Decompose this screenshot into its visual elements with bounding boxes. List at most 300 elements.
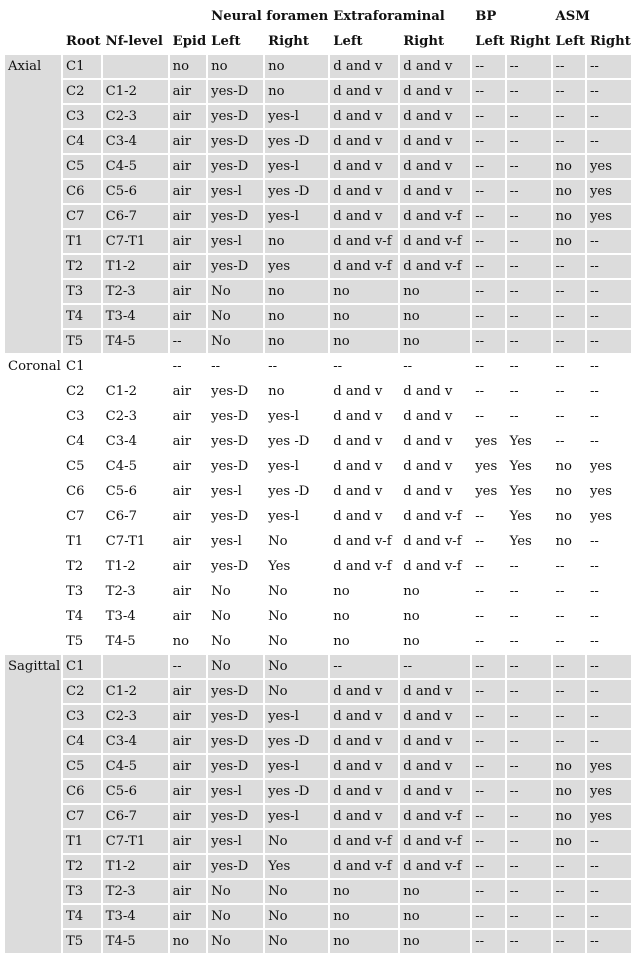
table-cell: -- (553, 305, 585, 328)
table-cell: No (265, 580, 328, 603)
table-cell: C7-T1 (103, 230, 168, 253)
table-cell: yes (587, 180, 631, 203)
table-cell: d and v (400, 455, 470, 478)
table-cell: no (400, 305, 470, 328)
table-cell: -- (472, 930, 504, 953)
table-cell: no (265, 305, 328, 328)
column-header: Left (553, 30, 585, 53)
table-cell: Yes (507, 480, 551, 503)
table-row (5, 280, 631, 303)
column-header: Nf-level (103, 30, 168, 53)
table-cell: -- (170, 655, 207, 678)
table-row (5, 680, 631, 703)
table-cell: C3-4 (103, 730, 168, 753)
table-cell: -- (472, 280, 504, 303)
table-cell: -- (472, 230, 504, 253)
column-header: Right (507, 30, 551, 53)
table-cell: no (265, 55, 328, 78)
table-cell: yes (265, 255, 328, 278)
table-cell: -- (587, 730, 631, 753)
table-cell: no (330, 580, 398, 603)
table-cell: yes-l (265, 505, 328, 528)
table-cell: yes (472, 455, 504, 478)
table-cell: -- (507, 280, 551, 303)
table-cell: no (400, 630, 470, 653)
table-cell: no (400, 330, 470, 353)
table-cell: air (170, 555, 207, 578)
table-cell: -- (587, 530, 631, 553)
table-cell: d and v (330, 80, 398, 103)
table-row (5, 380, 631, 403)
table-cell: -- (330, 655, 398, 678)
table-row (5, 855, 631, 878)
table-cell: no (553, 180, 585, 203)
asm-header: ASM (553, 5, 631, 28)
table-cell: -- (507, 855, 551, 878)
table-cell: yes -D (265, 730, 328, 753)
table-cell: -- (553, 430, 585, 453)
table-row (5, 180, 631, 203)
column-header: Left (208, 30, 263, 53)
table-cell: No (265, 605, 328, 628)
plane-label: Coronal (5, 355, 61, 653)
table-cell: T1-2 (103, 855, 168, 878)
table-cell: No (265, 880, 328, 903)
table-cell: yes-D (208, 455, 263, 478)
table-cell: no (170, 630, 207, 653)
table-cell: T1-2 (103, 255, 168, 278)
table-cell: no (330, 905, 398, 928)
column-header: Epid (170, 30, 207, 53)
table-cell: yes-l (208, 530, 263, 553)
table-cell: C4-5 (103, 755, 168, 778)
table-cell: -- (553, 255, 585, 278)
table-cell: -- (507, 330, 551, 353)
table-cell: -- (553, 80, 585, 103)
table-cell: -- (472, 555, 504, 578)
table-cell (103, 655, 168, 678)
table-cell: air (170, 405, 207, 428)
table-cell: C6-7 (103, 505, 168, 528)
table-cell: -- (472, 805, 504, 828)
table-cell: No (208, 930, 263, 953)
table-cell: yes-l (265, 155, 328, 178)
table-cell: -- (170, 355, 207, 378)
table-cell: C3 (63, 705, 101, 728)
table-row (5, 155, 631, 178)
table-cell: -- (553, 380, 585, 403)
table-row (5, 930, 631, 953)
table-cell: T2 (63, 255, 101, 278)
table-cell: d and v (400, 755, 470, 778)
table-row (5, 55, 631, 78)
table-cell: -- (553, 330, 585, 353)
table-cell: d and v-f (400, 505, 470, 528)
table-cell: d and v (330, 755, 398, 778)
table-header (5, 5, 631, 53)
table-cell: -- (553, 55, 585, 78)
table-cell: d and v-f (400, 205, 470, 228)
table-row (5, 505, 631, 528)
table-cell: -- (472, 380, 504, 403)
header-blank (170, 5, 207, 28)
table-cell: d and v-f (400, 830, 470, 853)
table-cell: C3-4 (103, 130, 168, 153)
table-cell: yes-D (208, 380, 263, 403)
table-cell: yes -D (265, 130, 328, 153)
column-header: Left (330, 30, 398, 53)
table-row (5, 230, 631, 253)
table-cell: T2-3 (103, 280, 168, 303)
table-cell: -- (553, 730, 585, 753)
table-cell: -- (472, 780, 504, 803)
table-cell: -- (472, 180, 504, 203)
table-row (5, 605, 631, 628)
table-row (5, 755, 631, 778)
table-cell: -- (587, 830, 631, 853)
table-cell: C2 (63, 380, 101, 403)
table-cell: No (265, 680, 328, 703)
table-cell: yes -D (265, 430, 328, 453)
table-cell: T5 (63, 330, 101, 353)
table-cell: -- (472, 255, 504, 278)
table-cell: d and v-f (400, 555, 470, 578)
table-cell: C5 (63, 755, 101, 778)
table-cell: -- (507, 805, 551, 828)
table-cell: yes-D (208, 155, 263, 178)
table-cell (103, 355, 168, 378)
table-cell: no (265, 80, 328, 103)
table-cell: d and v (330, 430, 398, 453)
table-cell: C1 (63, 355, 101, 378)
table-cell: yes-D (208, 555, 263, 578)
table-row (5, 255, 631, 278)
table-cell: -- (472, 530, 504, 553)
table-cell: No (208, 330, 263, 353)
table-cell: -- (587, 855, 631, 878)
table-cell: d and v (330, 105, 398, 128)
table-cell: -- (587, 555, 631, 578)
table-cell: No (208, 280, 263, 303)
table-row (5, 430, 631, 453)
table-cell: -- (507, 105, 551, 128)
table-cell: -- (472, 55, 504, 78)
table-cell: C2 (63, 80, 101, 103)
table-cell: yes -D (265, 180, 328, 203)
table-cell: C5-6 (103, 480, 168, 503)
table-cell: yes-l (265, 105, 328, 128)
table-cell: air (170, 280, 207, 303)
table-cell: T3 (63, 880, 101, 903)
table-cell: -- (472, 205, 504, 228)
header-blank (5, 5, 61, 28)
table-cell: air (170, 305, 207, 328)
table-cell: -- (553, 355, 585, 378)
table-cell: C2 (63, 680, 101, 703)
table-row (5, 80, 631, 103)
table-cell: air (170, 780, 207, 803)
table-cell: -- (507, 780, 551, 803)
table-cell: C1 (63, 655, 101, 678)
table-cell: no (330, 605, 398, 628)
table-body (5, 55, 631, 953)
table-cell: d and v (330, 455, 398, 478)
table-cell: -- (587, 630, 631, 653)
table-cell: Yes (265, 555, 328, 578)
table-cell: C2-3 (103, 705, 168, 728)
table-cell: -- (587, 655, 631, 678)
table-cell: T2 (63, 855, 101, 878)
table-cell: yes -D (265, 780, 328, 803)
plane-label: Axial (5, 55, 61, 353)
table-cell: yes-D (208, 130, 263, 153)
table-cell: d and v-f (330, 530, 398, 553)
table-cell: no (330, 630, 398, 653)
table-cell: -- (472, 755, 504, 778)
table-cell: yes-D (208, 80, 263, 103)
table-cell: C6 (63, 780, 101, 803)
table-cell: d and v (330, 680, 398, 703)
extraforaminal-header: Extraforaminal (330, 5, 470, 28)
table-row (5, 305, 631, 328)
table-cell: air (170, 380, 207, 403)
table-cell: -- (507, 630, 551, 653)
table-cell: air (170, 230, 207, 253)
table-cell: d and v (400, 480, 470, 503)
table-cell: yes (587, 805, 631, 828)
table-cell: no (330, 280, 398, 303)
table-cell: d and v (330, 55, 398, 78)
table-cell: no (170, 930, 207, 953)
table-cell: yes (587, 755, 631, 778)
table-cell: no (265, 280, 328, 303)
table-cell: no (265, 230, 328, 253)
table-cell: yes-D (208, 405, 263, 428)
neural-foramen-header: Neural foramen (208, 5, 328, 28)
table-cell: d and v (330, 380, 398, 403)
table-cell: C1 (63, 55, 101, 78)
table-row (5, 480, 631, 503)
table-cell: yes-D (208, 255, 263, 278)
table-cell: T4-5 (103, 930, 168, 953)
table-cell: -- (507, 155, 551, 178)
table-cell: -- (507, 180, 551, 203)
table-cell: -- (507, 930, 551, 953)
table-cell: C6 (63, 180, 101, 203)
table-cell: -- (507, 305, 551, 328)
table-cell: T4 (63, 905, 101, 928)
table-cell: -- (472, 655, 504, 678)
table-cell: yes-D (208, 205, 263, 228)
table-cell: yes (587, 455, 631, 478)
table-cell: -- (472, 155, 504, 178)
table-cell: yes-l (265, 405, 328, 428)
table-cell: C4 (63, 430, 101, 453)
table-cell: no (400, 930, 470, 953)
table-cell: no (170, 55, 207, 78)
column-header-row (5, 30, 631, 53)
table-cell: air (170, 830, 207, 853)
table-cell: yes-l (265, 455, 328, 478)
table-cell: no (553, 230, 585, 253)
table-cell: -- (587, 55, 631, 78)
table-cell: yes (587, 205, 631, 228)
table-cell: No (265, 655, 328, 678)
table-cell: -- (587, 405, 631, 428)
table-cell: air (170, 180, 207, 203)
table-cell: yes-l (208, 780, 263, 803)
table-cell: yes-D (208, 855, 263, 878)
table-cell: no (330, 880, 398, 903)
table-cell: -- (472, 305, 504, 328)
table-cell: C5 (63, 155, 101, 178)
table-cell: air (170, 805, 207, 828)
table-cell: d and v-f (400, 855, 470, 878)
table-cell: air (170, 530, 207, 553)
table-cell: -- (472, 680, 504, 703)
table-cell: -- (553, 905, 585, 928)
table-cell: -- (587, 130, 631, 153)
table-cell: -- (553, 705, 585, 728)
table-cell: d and v-f (330, 830, 398, 853)
table-row (5, 905, 631, 928)
table-cell: d and v (400, 105, 470, 128)
table-cell: -- (265, 355, 328, 378)
header-blank (63, 5, 101, 28)
table-row (5, 105, 631, 128)
table-cell: -- (472, 880, 504, 903)
table-cell: yes (472, 480, 504, 503)
table-cell: d and v (400, 705, 470, 728)
table-cell: C2-3 (103, 405, 168, 428)
table-row (5, 530, 631, 553)
table-cell: yes-D (208, 730, 263, 753)
column-header: Right (265, 30, 328, 53)
table-row (5, 880, 631, 903)
table-cell: -- (507, 555, 551, 578)
table-row (5, 655, 631, 678)
table-cell: air (170, 80, 207, 103)
table-cell: T1 (63, 830, 101, 853)
table-cell: No (208, 605, 263, 628)
table-row (5, 330, 631, 353)
table-cell: Yes (265, 855, 328, 878)
table-cell (103, 55, 168, 78)
table-cell: -- (507, 730, 551, 753)
table-cell: C6-7 (103, 205, 168, 228)
table-cell: -- (507, 355, 551, 378)
table-cell: no (553, 480, 585, 503)
table-cell: -- (472, 80, 504, 103)
table-cell: -- (170, 330, 207, 353)
table-cell: air (170, 480, 207, 503)
nerve-table (3, 3, 633, 955)
column-header: Right (587, 30, 631, 53)
table-cell: -- (507, 80, 551, 103)
table-cell: -- (507, 680, 551, 703)
table-row (5, 805, 631, 828)
table-cell: -- (587, 355, 631, 378)
table-cell: -- (472, 730, 504, 753)
table-cell: -- (587, 905, 631, 928)
table-cell: yes-D (208, 680, 263, 703)
table-cell: yes (587, 155, 631, 178)
table-cell: C5 (63, 455, 101, 478)
table-cell: yes (587, 505, 631, 528)
table-row (5, 780, 631, 803)
table-cell: No (208, 655, 263, 678)
table-cell: -- (507, 705, 551, 728)
column-header: Root (63, 30, 101, 53)
table-cell: -- (553, 630, 585, 653)
table-cell: -- (472, 905, 504, 928)
table-row (5, 355, 631, 378)
bp-header: BP (472, 5, 550, 28)
table-cell: air (170, 605, 207, 628)
table-cell: T1 (63, 230, 101, 253)
table-cell: yes-l (265, 805, 328, 828)
table-cell: -- (587, 255, 631, 278)
table-cell: C1-2 (103, 680, 168, 703)
table-cell: -- (587, 580, 631, 603)
table-cell: d and v-f (400, 805, 470, 828)
table-cell: -- (507, 55, 551, 78)
table-cell: No (265, 630, 328, 653)
table-cell: T1-2 (103, 555, 168, 578)
table-cell: C3-4 (103, 430, 168, 453)
table-cell: C3 (63, 405, 101, 428)
table-cell: -- (507, 905, 551, 928)
table-cell: d and v (400, 180, 470, 203)
table-cell: air (170, 455, 207, 478)
table-cell: No (265, 905, 328, 928)
table-cell: no (208, 55, 263, 78)
table-cell: -- (587, 230, 631, 253)
table-cell: d and v (330, 705, 398, 728)
table-cell: -- (553, 655, 585, 678)
table-cell: T5 (63, 630, 101, 653)
table-cell: air (170, 105, 207, 128)
table-cell: yes-l (208, 830, 263, 853)
table-cell: d and v (330, 730, 398, 753)
table-cell: no (553, 455, 585, 478)
table-cell: -- (587, 280, 631, 303)
table-cell: air (170, 505, 207, 528)
table-cell: -- (472, 330, 504, 353)
table-cell: C6 (63, 480, 101, 503)
table-cell: -- (507, 580, 551, 603)
table-cell: -- (553, 405, 585, 428)
table-cell: -- (553, 580, 585, 603)
table-cell: no (400, 605, 470, 628)
table-cell: d and v (400, 55, 470, 78)
table-cell: d and v (400, 780, 470, 803)
table-cell: d and v-f (400, 530, 470, 553)
table-cell: air (170, 855, 207, 878)
table-cell: d and v (400, 130, 470, 153)
table-cell: no (330, 930, 398, 953)
table-cell: air (170, 130, 207, 153)
table-cell: d and v (330, 505, 398, 528)
table-cell: -- (553, 930, 585, 953)
table-cell: yes -D (265, 480, 328, 503)
table-cell: -- (472, 580, 504, 603)
table-row (5, 830, 631, 853)
table-cell: no (330, 305, 398, 328)
table-cell: -- (587, 605, 631, 628)
table-cell: C7-T1 (103, 830, 168, 853)
table-cell: yes-D (208, 755, 263, 778)
